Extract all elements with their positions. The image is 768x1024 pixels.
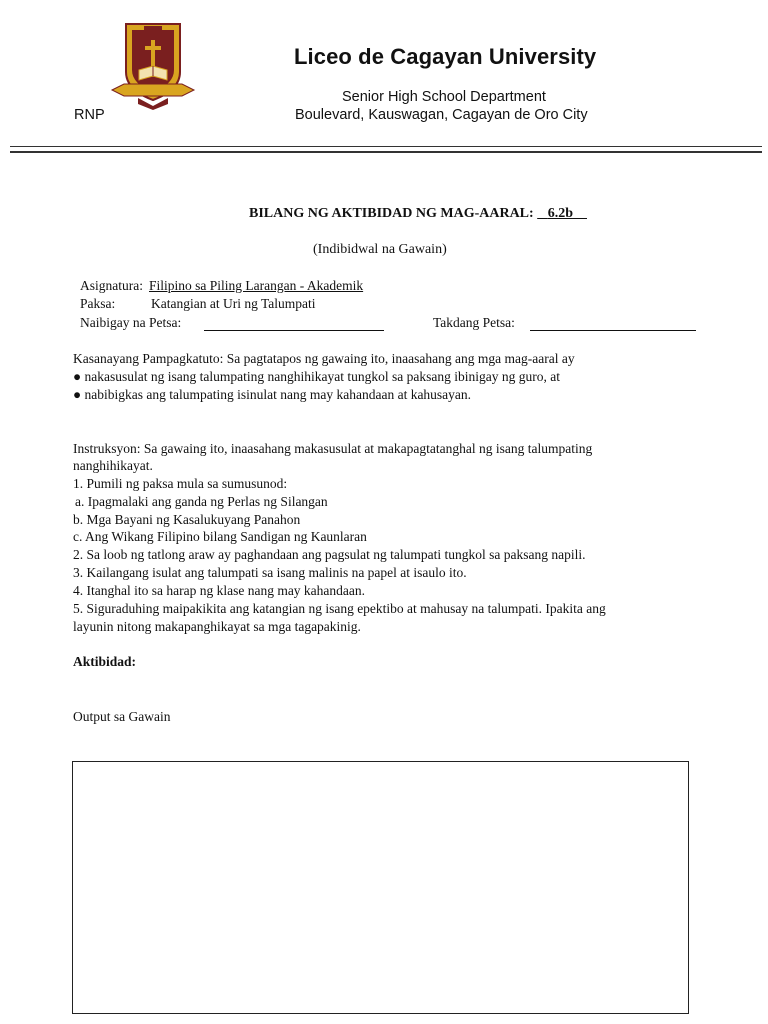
output-label: Output sa Gawain — [73, 709, 171, 724]
asignatura-value: Filipino sa Piling Larangan - Akademik — [149, 278, 364, 293]
activity-title — [249, 206, 587, 222]
competency-bullet: ● nabibigkas ang talumpating isinulat nang may kahandaan at kahusayan. — [73, 387, 472, 402]
competency-bullet: ● nakasusulat ng isang talumpating nanghihikayat tungkol sa paksang ibinigay ng guro, at — [73, 369, 560, 384]
header-divider-top — [10, 146, 762, 147]
university-seal-logo — [108, 20, 198, 112]
activity-subtitle: (Indibidwal na Gawain) — [313, 242, 447, 257]
naibigay-date-label: Naibigay na Petsa: — [80, 315, 182, 330]
university-address: Boulevard, Kauswagan, Cagayan de Oro City — [295, 107, 588, 123]
topic-option: a. Ipagmalaki ang ganda ng Perlas ng Silangan — [75, 494, 328, 509]
aktibidad-heading: Aktibidad: — [73, 654, 137, 669]
asignatura-label: Asignatura: — [80, 278, 143, 293]
instruction-step-continued: layunin nitong makapanghikayat sa mga tagapakinig. — [73, 619, 361, 634]
instructions-line: nanghihikayat. — [73, 458, 153, 473]
paksa-label: Paksa: — [80, 296, 116, 311]
instruction-step: 4. Itanghal ito sa harap ng klase nang may kahandaan. — [73, 583, 366, 598]
instruction-step: 2. Sa loob ng tatlong araw ay paghandaan ang pagsulat ng talumpati tungkol sa paksang napili. — [73, 547, 586, 562]
university-name: Liceo de Cagayan University — [294, 44, 597, 69]
topic-option: c. Ang Wikang Filipino bilang Sandigan ng Kaunlaran — [73, 529, 367, 544]
takdang-date-label: Takdang Petsa: — [433, 315, 515, 330]
instruction-step: 3. Kailangang isulat ang talumpati sa isang malinis na papel at isaulo ito. — [73, 565, 467, 580]
takdang-date-field[interactable] — [530, 330, 696, 331]
activity-number-value: 6.2b — [547, 206, 573, 221]
topic-option: b. Mga Bayani ng Kasalukuyang Panahon — [73, 512, 301, 527]
department-name: Senior High School Department — [342, 89, 546, 105]
naibigay-date-field[interactable] — [204, 330, 384, 331]
document-code: RNP — [74, 107, 105, 123]
competency-intro: Kasanayang Pampagkatuto: Sa pagtatapos ng gawaing ito, inaasahang ang mga mag-aaral ay — [73, 351, 575, 366]
instruction-step: 1. Pumili ng paksa mula sa sumusunod: — [73, 476, 288, 491]
instruction-step: 5. Siguraduhing maipakikita ang katangian ng isang epektibo at mahusay na talumpati. Ipakita ang — [73, 601, 606, 616]
paksa-value: Katangian at Uri ng Talumpati — [151, 296, 316, 311]
activity-title-prefix: BILANG NG AKTIBIDAD NG MAG-AARAL: — [249, 206, 534, 221]
instructions-line: Instruksyon: Sa gawaing ito, inaasahang makasusulat at makapagtatanghal ng isang talumpating — [73, 441, 593, 456]
header-divider-bottom — [10, 151, 762, 153]
activity-number — [537, 206, 587, 221]
output-answer-box[interactable] — [72, 761, 689, 1014]
